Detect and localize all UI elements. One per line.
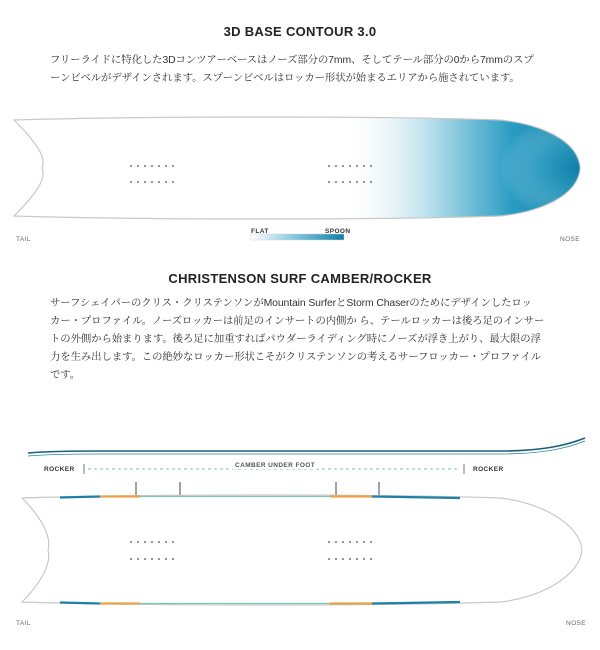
section2-description-line: 力を生み出します。この絶妙なロッカー形状こそがクリステンソンの考えるサーフロッカー・プロファイル — [50, 352, 542, 363]
nose-label: NOSE — [560, 236, 581, 243]
legend-flat-label: FLAT — [251, 228, 269, 235]
section1-description-line: ーンビベルがデザインされます。スプーンビベルはロッカー形状が始まるエリアから施されています。 — [50, 73, 520, 84]
section2-description-line: カー・プロファイル。ノーズロッカーは前足のインサートの内側か ら、テールロッカーは後ろ足のインサー — [50, 316, 545, 327]
section2-description-line: トの外側から始まります。後ろ足に加重すればパウダーライディング時にノーズが浮き上がり、最大限の浮 — [50, 334, 541, 345]
legend-spoon-label: SPOON — [325, 228, 351, 235]
rocker-left-label: ROCKER — [44, 466, 75, 473]
section1-description-line: フリーライドに特化した3Dコンツアーベースはノーズ部分の7mm、そしてテール部分の0から7mmのスプ — [50, 55, 534, 66]
section2-title: CHRISTENSON SURF CAMBER/ROCKER — [168, 271, 432, 286]
section1-description — [50, 52, 560, 88]
section2-description — [50, 295, 560, 385]
base-contour-board-diagram — [0, 110, 600, 240]
rocker-edge-tail-bottom — [60, 603, 100, 604]
section1-title: 3D BASE CONTOUR 3.0 — [223, 24, 377, 39]
rocker-edge-nose-bottom — [372, 602, 460, 604]
nose-label: NOSE — [566, 620, 587, 627]
rocker-edge-nose-top — [372, 497, 460, 499]
section2-description-line: です。 — [50, 370, 81, 381]
board-outline — [22, 495, 582, 605]
camber-board-top-view — [0, 494, 600, 614]
camber-rocker-profile-diagram — [0, 430, 600, 490]
board-profile-line-bottom — [28, 441, 585, 456]
rocker-edge-tail-top — [60, 497, 100, 498]
section2-description-line: サーフシェイパーのクリス・クリステンソンがMountain SurferとStorm Chaserのためにデザインしたロッ — [50, 298, 532, 309]
rocker-right-label: ROCKER — [473, 466, 504, 473]
board-profile-line-top — [28, 438, 585, 453]
camber-under-foot-label: CAMBER UNDER FOOT — [232, 462, 318, 469]
tail-label: TAIL — [16, 236, 31, 243]
tail-label: TAIL — [16, 620, 31, 627]
